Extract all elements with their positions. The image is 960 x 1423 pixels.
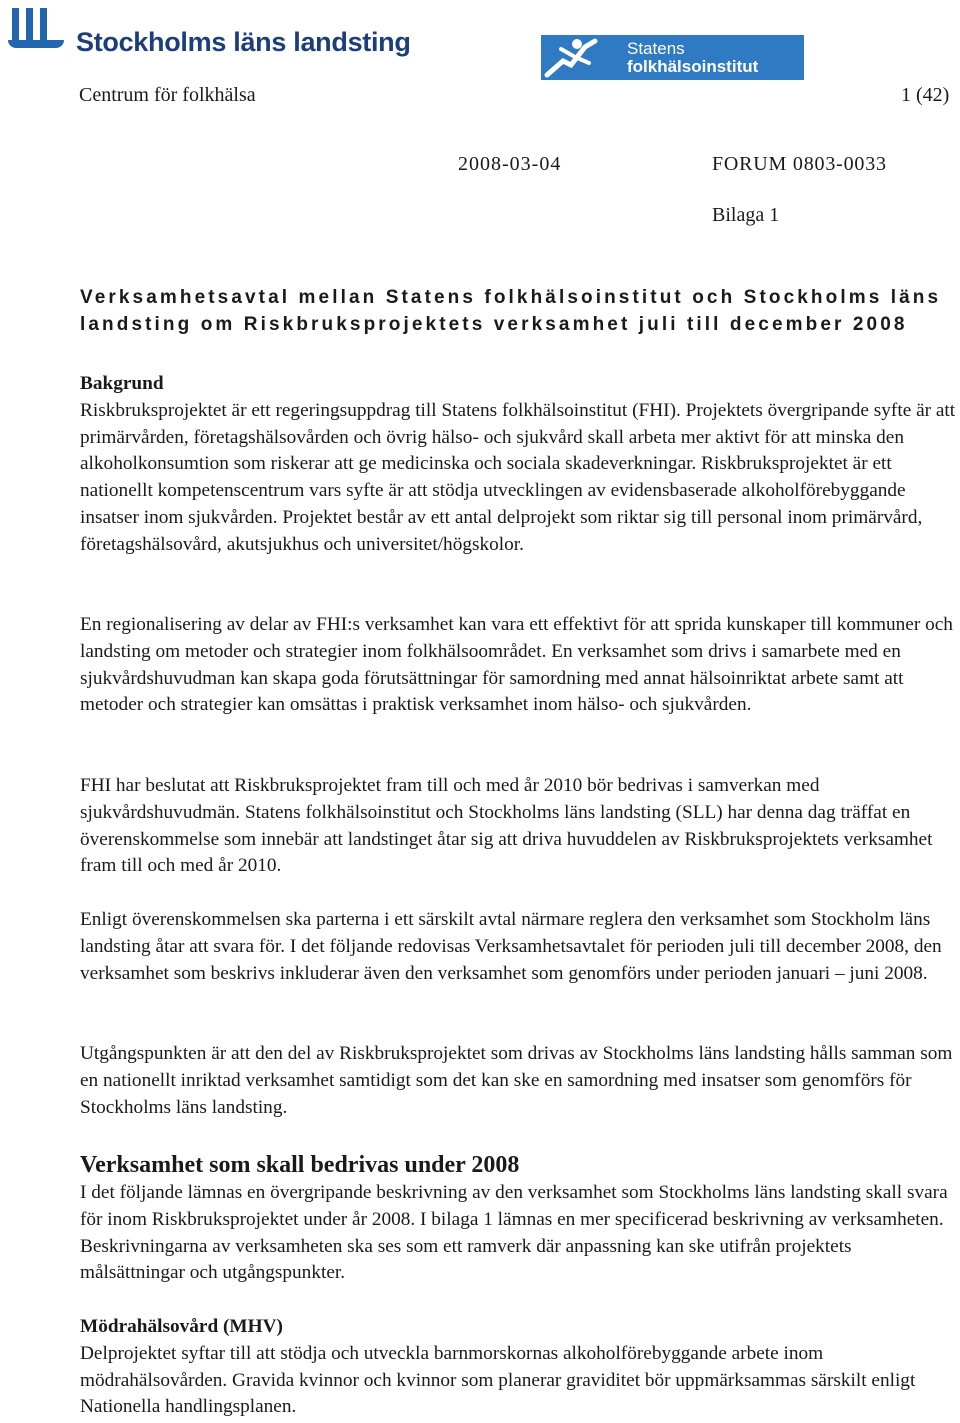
heading-verksamhet: Verksamhet som skall bedrivas under 2008 — [80, 1152, 520, 1178]
sll-emblem-icon — [8, 6, 70, 54]
document-title — [80, 284, 960, 338]
fhi-logo-text — [627, 40, 758, 76]
header-reference: FORUM 0803-0033 — [712, 153, 887, 175]
paragraph-overenskommelse — [80, 907, 960, 987]
section-mhv — [80, 1314, 960, 1421]
paragraph-verksamhet: I det följande lämnas en övergripande beskrivning av den verksamhet som Stockholms läns landsting skall svara för inom Riskbruksprojektet under år 2008. I bilaga 1 lämnas en mer specificerad beskrivning av verksamheten. Beskrivningarna av verksamheten ska ses som ett ramverk där anpassning kan ske utifrån projektets målsättningar och utgångspunkter. — [80, 1182, 948, 1284]
paragraph-4: Enligt överenskommelsen ska parterna i ett särskilt avtal närmare reglera den verksamhet som Stockholm läns landsting åtar att svara för. I det följande redovisas Verksamhetsavtalet för perioden juli till december 2008, den verksamhet som beskrivs inkluderar även den verksamhet som genomförs under perioden januari – juni 2008. — [80, 909, 942, 984]
fhi-logo — [541, 35, 804, 80]
paragraph-fhi-beslut — [80, 773, 960, 880]
paragraph-mhv: Delprojektet syftar till att stödja och utveckla barnmorskornas alkoholförebyggande arbete inom mödrahälsovården. Gravida kvinnor och kvinnor som planerar graviditet bör uppmärksammas särskilt enligt Nationella handlingsplanen. — [80, 1342, 916, 1418]
header-date: 2008-03-04 — [458, 153, 562, 175]
header-page-number: 1 (42) — [901, 84, 950, 106]
fhi-logo-line2: folkhälsoinstitut — [627, 56, 759, 76]
paragraph-regionalisering — [80, 612, 960, 719]
section-bakgrund — [80, 371, 960, 559]
paragraph-2: En regionalisering av delar av FHI:s verksamhet kan vara ett effektivt för att sprida kunskaper till kommuner och landsting om metoder och strategier inom folkhälsoområdet. En verksamhet som drivs i samarbete med en sjukvårdshuvudman kan skapa goda förutsättningar för samordning med annat hälsoinriktat arbete samt att metoder och strategier kan omsättas i praktisk verksamhet inom hälso- och sjukvården. — [80, 614, 953, 716]
paragraph-bakgrund: Riskbruksprojektet är ett regeringsuppdrag till Statens folkhälsoinstitut (FHI). Projektets övergripande syfte är att primärvården, företagshälsovården och övrig hälso- och sjukvård skall arbeta mer aktivt för att minska den alkoholkonsumtion som riskerar att ge medicinska och sociala skadeverkningar. Riskbruksprojektet är ett nationellt kompetenscentrum vars syfte är att stödja utvecklingen av evidensbaserade alkoholförebyggande insatser inom sjukvården. Projektet består av ett antal delprojekt som riktar sig till personal inom primärvård, företagshälsovård, akutsjukhus och universitet/högskolor. — [80, 399, 956, 555]
section-verksamhet — [80, 1150, 960, 1287]
document-title-line2: landsting om Riskbruksprojektets verksamhet juli till december 2008 — [80, 314, 908, 335]
document-title-line1: Verksamhetsavtal mellan Statens folkhälsoinstitut och Stockholms läns — [80, 287, 942, 308]
sll-logo — [8, 4, 411, 56]
sll-logo-text: Stockholms läns landsting — [76, 26, 411, 57]
heading-mhv: Mödrahälsovård (MHV) — [80, 1316, 283, 1337]
heading-bakgrund: Bakgrund — [80, 373, 164, 394]
fhi-figure-icon — [541, 35, 597, 80]
paragraph-5: Utgångspunkten är att den del av Riskbruksprojektet som drivas av Stockholms läns landsting hålls samman som en nationellt inriktad verksamhet samtidigt som det kan ske en samordning med insatser som genomförs för Stockholms läns landsting. — [80, 1043, 953, 1118]
fhi-logo-line1: Statens — [627, 38, 685, 58]
header-org: Centrum för folkhälsa — [79, 84, 256, 106]
paragraph-3: FHI har beslutat att Riskbruksprojektet fram till och med år 2010 bör bedrivas i samverkan med sjukvårdshuvudmän. Statens folkhälsoinstitut och Stockholms läns landsting (SLL) har denna dag träffat en överenskommelse som innebär att landstinget åtar sig att driva huvuddelen av Riskbruksprojektets verksamhet fram till och med år 2010. — [80, 775, 933, 877]
header-attachment: Bilaga 1 — [712, 204, 780, 226]
paragraph-utgangspunkt — [80, 1041, 960, 1121]
